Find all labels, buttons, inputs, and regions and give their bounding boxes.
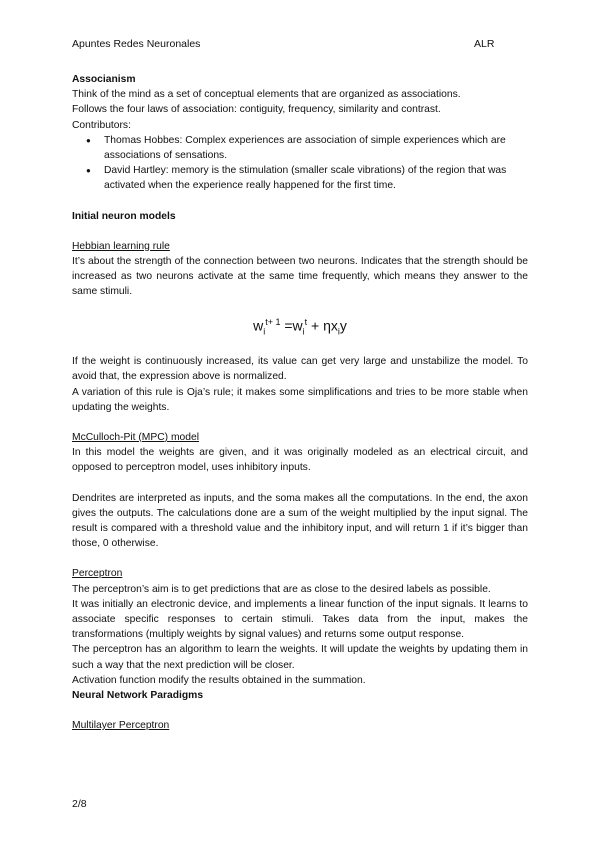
subheading-perceptron: Perceptron [72, 568, 123, 580]
section-heading-initial-models: Initial neuron models [72, 210, 176, 222]
paragraph: It’s about the strength of the connection between two neurons. Indicates that the strength should be increased as two neurons activate at the same time frequently, which means they answer to the same stimuli. [72, 256, 528, 298]
list-item: ● Thomas Hobbes: Complex experiences are association of simple experiences which are associations of sensations. [104, 133, 528, 163]
section-heading-paradigms: Neural Network Paradigms [72, 689, 204, 701]
list-item: ● David Hartley: memory is the stimulation (smaller scale vibrations) of the region that was activated when the experience really happened for the first time. [104, 163, 528, 193]
page-content [72, 72, 528, 733]
paragraph: In this model the weights are given, and it was originally modeled as an electrical circuit, and opposed to perceptron model, uses inhibitory inputs. [72, 447, 528, 474]
hebbian-formula: $w_i^{t+ 1} =w_i^t + \eta x_iy$ [253, 316, 347, 337]
paragraph: If the weight is continuously increased, its value can get very large and unstabilize the model. To avoid that, the expression above is normalized. [72, 356, 528, 383]
paragraph: The perceptron has an algorithm to learn the weights. It will update the weights by updating them in such a way that the next prediction will be closer. [72, 644, 528, 671]
paragraph-line: Think of the mind as a set of conceptual elements that are organized as associations. [72, 89, 461, 101]
paragraph: A variation of this rule is Oja’s rule; it makes some simplifications and tries to be more stable when updating the weights. [72, 386, 528, 413]
paragraph: Activation function modify the results obtained in the summation. [72, 674, 366, 686]
paragraph: Dendrites are interpreted as inputs, and the soma makes all the computations. In the end, the axon gives the outputs. The calculations done are a sum of the weight multiplied by the input signal. The result is compared with a threshold value and the inhibitory input, and will return 1 if it’s bigger than those, 0 otherwise. [72, 492, 528, 550]
paragraph: The perceptron’s aim is to get predictions that are as close to the desired labels as possible. [72, 583, 491, 595]
subheading-hebbian: Hebbian learning rule [72, 240, 170, 252]
page-number: 2/8 [72, 798, 87, 810]
contributors-list [72, 133, 528, 194]
paragraph-line: Follows the four laws of association: contiguity, frequency, similarity and contrast. [72, 104, 441, 116]
header-initials: ALR [474, 38, 495, 50]
subheading-mcculloch: McCulloch-Pit (MPC) model [72, 431, 200, 443]
subheading-multilayer: Multilayer Perceptron [72, 720, 170, 732]
section-heading-associanism: Associanism [72, 74, 136, 85]
paragraph: It was initially an electronic device, and implements a linear function of the input signals. It learns to associate specific responses to certain stimuli. Takes data from the input, makes the transformations (multiply weights by signal values) and returns some output response. [72, 598, 528, 641]
header-title: Apuntes Redes Neuronales [72, 38, 201, 50]
paragraph-line: Contributors: [72, 119, 131, 131]
